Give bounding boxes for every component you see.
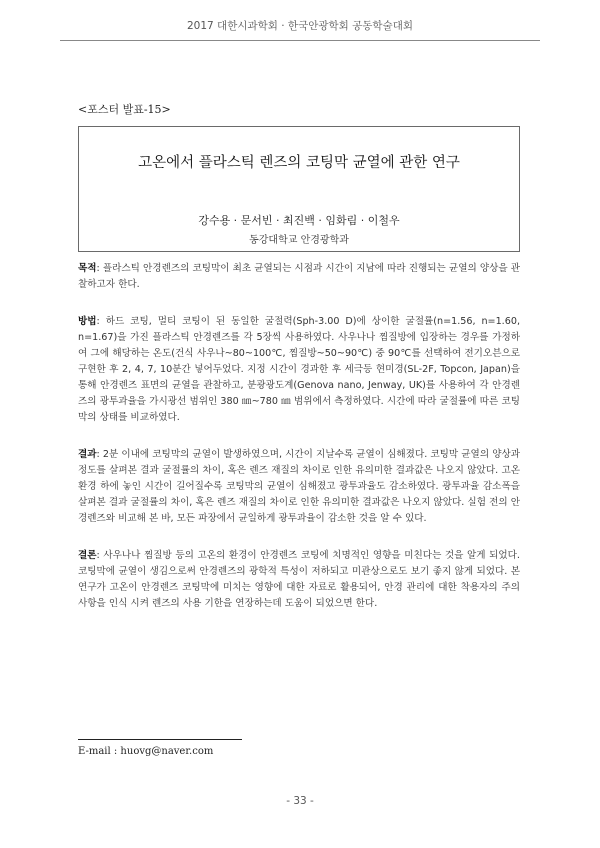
poster-label: <포스터 발표-15> (78, 103, 171, 116)
conclusion-section (78, 548, 520, 612)
abstract-body (78, 261, 520, 633)
methods-section (78, 314, 520, 426)
header-divider (60, 40, 540, 41)
footnote-divider (78, 739, 242, 740)
results-heading: 결과 (78, 449, 97, 460)
page-number: - 33 - (286, 795, 314, 807)
purpose-text: : 플라스틱 안경렌즈의 코팅막이 최초 균열되는 시점과 시간이 지남에 따라 진행되는 균열의 양상을 관찰하고자 한다. (78, 263, 520, 290)
affiliation: 동강대학교 안경광학과 (249, 235, 349, 246)
methods-heading: 방법 (78, 316, 97, 327)
results-text: : 2분 이내에 코팅막의 균열이 발생하였으며, 시간이 지날수록 균열이 심해졌다. 코팅막 균열의 양상과 정도를 살펴본 결과 굴절률의 차이, 혹은 렌즈 재질의 차이로 인한 유의미한 결과값은 나오지 않았다. 고온 환경 하에 놓인 시간이 길어질수록 코팅막의 균열이 심해졌고 광투과율도 감소하였다. 광투과율 감소폭을 살펴본 결과 굴절률의 차이, 혹은 렌즈 재질의 차이로 인한 유의미한 결과값은 나오지 않았다. 실험 전의 안경렌즈와 비교해 본 바, 모든 파장에서 균일하게 광투과율이 감소한 것을 알 수 있다. (78, 449, 520, 524)
title-box (78, 126, 520, 252)
methods-text: : 하드 코팅, 멀티 코팅이 된 동일한 굴절력(Sph-3.00 D)에 상이한 굴절률(n=1.56, n=1.60, n=1.67)을 가진 플라스틱 안경렌즈를 각 5장씩 사용하였다. 사우나나 찜질방에 입장하는 경우를 가정하여 그에 해당하는 온도(건식 사우나~80~100℃, 찜질방~50~90℃) 중 90℃를 선택하여 전기오븐으로 구현한 후 2, 4, 7, 10분간 넣어두었다. 지정 시간이 경과한 후 세극등 현미경(SL-2F, Topcon, Japan)을 통해 안경렌즈 표면의 균열을 관찰하고, 분광광도계(Genova nano, Jenway, UK)를 사용하여 각 안경렌즈의 광투과율을 가시광선 범위인 380 ㎚~780 ㎚ 범위에서 측정하였다. 시간에 따라 굴절률에 따른 코팅막의 상태를 비교하였다. (78, 316, 520, 423)
conclusion-heading: 결론 (78, 550, 97, 561)
email-footnote: E-mail : huovg@naver.com (78, 746, 214, 757)
results-section (78, 447, 520, 527)
conference-header: 2017 대한시과학회 · 한국안광학회 공동학술대회 (187, 20, 413, 32)
purpose-heading: 목적 (78, 263, 97, 274)
author-list: 강수용 · 문서빈 · 최진백 · 임화림 · 이철우 (198, 214, 400, 227)
purpose-section (78, 261, 520, 293)
paper-title: 고온에서 플라스틱 렌즈의 코팅막 균열에 관한 연구 (138, 155, 460, 171)
conclusion-text: : 사우나나 찜질방 등의 고온의 환경이 안경렌즈 코팅에 치명적인 영향을 미친다는 것을 알게 되었다. 코팅막에 균열이 생김으로써 안경렌즈의 광학적 특성이 저하되고 미관상으로도 보기 좋지 않게 되었다. 본 연구가 고온이 안경렌즈 코팅막에 미치는 영향에 대한 자료로 활용되어, 안경 관리에 대한 착용자의 주의 사항을 인식 시켜 렌즈의 사용 기한을 연장하는데 도움이 되었으면 한다. (78, 550, 520, 609)
